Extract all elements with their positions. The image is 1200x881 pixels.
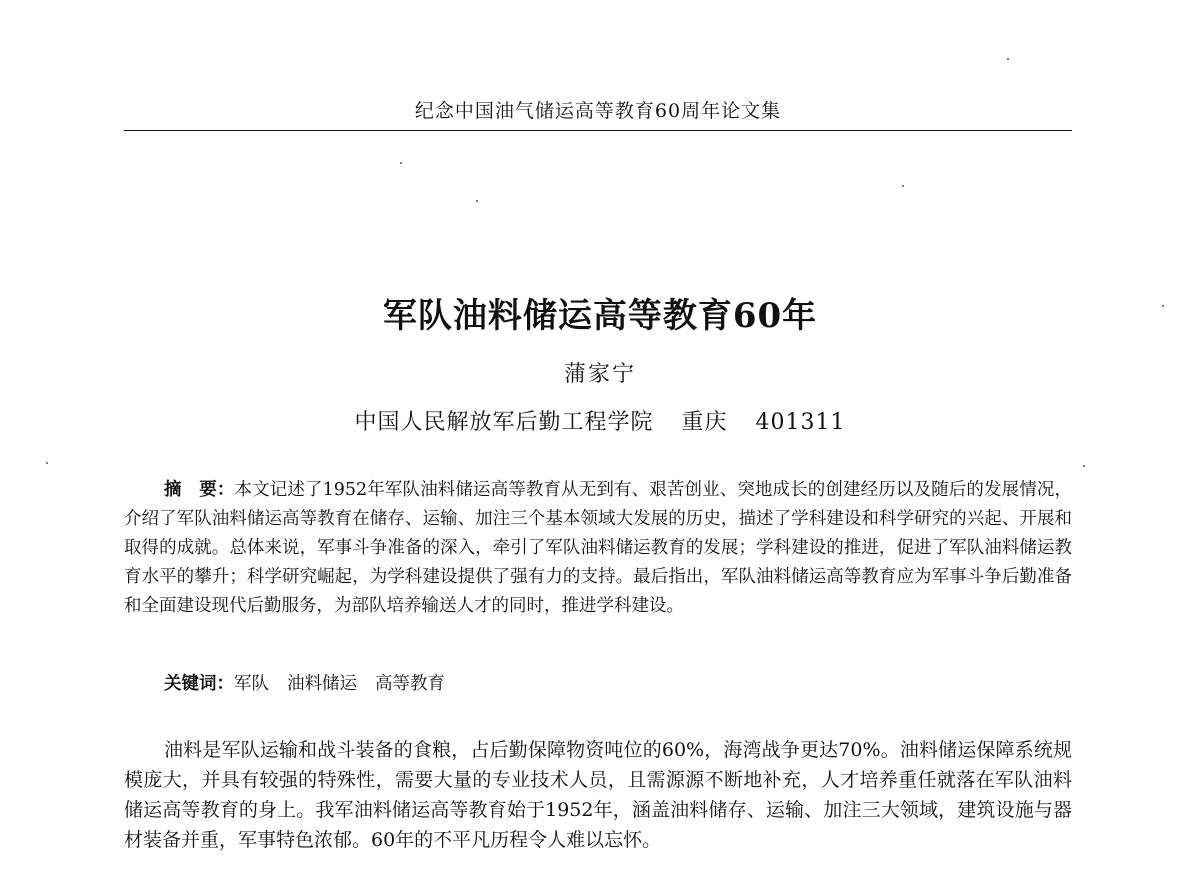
keyword-item: 油料储运: [287, 674, 357, 694]
scan-speck: [902, 185, 904, 187]
scan-speck: [1007, 58, 1009, 60]
body-paragraph: 油料是军队运输和战斗装备的食粮，占后勤保障物资吨位的60%，海湾战争更达70%。油料储运保障系统规模庞大，并具有较强的特殊性，需要大量的专业技术人员，且需源源不断地补充，人才培养重任就落在军队油料储运高等教育的身上。我军油料储运高等教育始于1952年，涵盖油料储存、运输、加注三大领域，建筑设施与器材装备并重，军事特色浓郁。60年的不平凡历程令人难以忘怀。: [124, 739, 1072, 851]
affiliation-institution: 中国人民解放军后勤工程学院: [354, 410, 654, 435]
scan-speck: [476, 200, 478, 202]
header-rule: [124, 130, 1072, 131]
keyword-item: 军队: [234, 674, 269, 694]
keywords-label: 关键词：: [164, 674, 234, 694]
affiliation-postcode: 401311: [755, 410, 846, 435]
author-name: 蒲家宁: [563, 362, 636, 387]
keywords: [164, 670, 1072, 699]
paper-title: 军队油料储运高等教育60年: [382, 296, 818, 336]
running-header: 纪念中国油气储运高等教育60周年论文集: [414, 100, 782, 122]
scan-speck: [1083, 465, 1085, 467]
abstract: [124, 476, 1072, 621]
affiliation-city: 重庆: [681, 410, 728, 435]
scan-speck: [46, 462, 48, 464]
abstract-text: 本文记述了1952年军队油料储运高等教育从无到有、艰苦创业、突地成长的创建经历以及随后的发展情况，介绍了军队油料储运高等教育在储存、运输、加注三个基本领域大发展的历史，描述了学科建设和科学研究的兴起、开展和取得的成就。总体来说，军事斗争准备的深入，牵引了军队油料储运教育的发展；学科建设的推进，促进了军队油料储运教育水平的攀升；科学研究崛起，为学科建设提供了强有力的支持。最后指出，军队油料储运高等教育应为军事斗争后勤准备和全面建设现代后勤服务，为部队培养输送人才的同时，推进学科建设。: [124, 480, 1072, 616]
abstract-label: 摘 要：: [164, 480, 235, 500]
scan-speck: [1162, 305, 1164, 307]
keyword-item: 高等教育: [375, 674, 445, 694]
scan-speck: [400, 162, 402, 164]
author-affiliation: [0, 405, 1200, 436]
